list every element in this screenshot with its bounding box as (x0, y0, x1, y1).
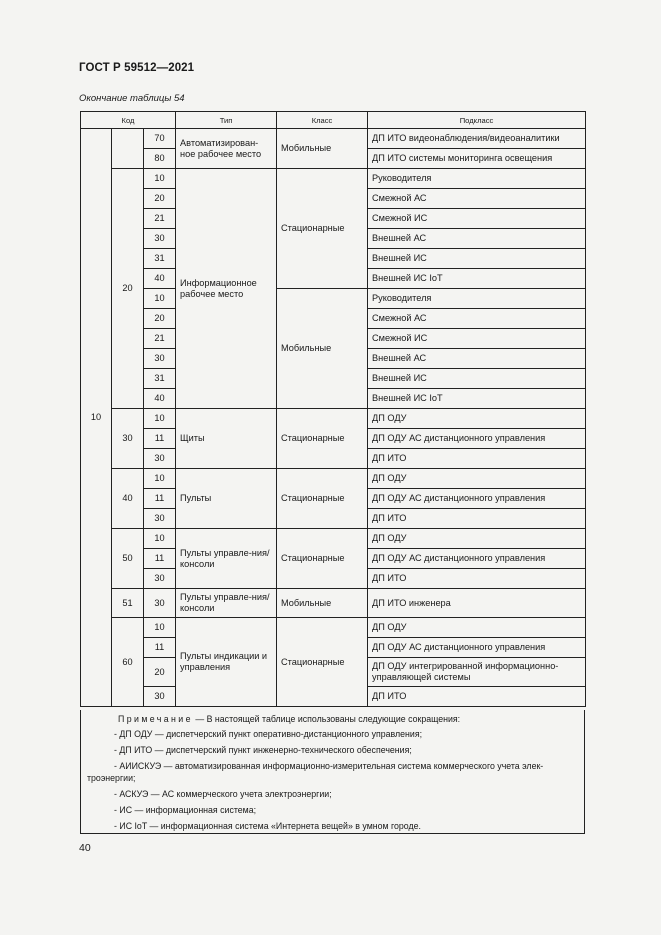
subclass-cell: Внешней ИС IoT (368, 389, 586, 409)
note-line: - ДП ИТО — диспетчерский пункт инженерно-технического обеспечения; (114, 745, 412, 755)
type-cell: Пульты управле-ния/консоли (176, 529, 277, 589)
code-level-3: 20 (144, 658, 176, 687)
code-level-2: 20 (112, 169, 144, 409)
code-level-2: 30 (112, 409, 144, 469)
code-level-3: 30 (144, 589, 176, 618)
code-level-3: 80 (144, 149, 176, 169)
code-level-2-empty (112, 129, 144, 169)
subclass-cell: ДП ОДУ АС дистанционного управления (368, 429, 586, 449)
subclass-cell: ДП ОДУ (368, 529, 586, 549)
type-cell: Информационное рабочее место (176, 169, 277, 409)
code-level-3: 11 (144, 549, 176, 569)
subclass-cell: Внешней ИС IoT (368, 269, 586, 289)
header-subclass: Подкласс (368, 112, 586, 129)
class-cell: Мобильные (277, 129, 368, 169)
subclass-cell: Внешней ИС (368, 369, 586, 389)
code-level-3: 21 (144, 209, 176, 229)
document-header: ГОСТ Р 59512—2021 (79, 62, 195, 74)
code-level-3: 11 (144, 638, 176, 658)
subclass-cell: ДП ОДУ интегрированной информационно-управляющей системы (368, 658, 586, 687)
code-level-2: 60 (112, 618, 144, 707)
subclass-cell: ДП ОДУ (368, 409, 586, 429)
subclass-cell: Смежной АС (368, 189, 586, 209)
code-level-3: 10 (144, 529, 176, 549)
note-intro (118, 713, 460, 725)
class-cell: Стационарные (277, 169, 368, 289)
table-caption: Окончание таблицы 54 (79, 93, 185, 104)
subclass-cell: ДП ИТО (368, 687, 586, 707)
type-cell: Пульты управле-ния/консоли (176, 589, 277, 618)
subclass-cell: Внешней ИС (368, 249, 586, 269)
class-cell: Стационарные (277, 469, 368, 529)
code-level-2: 40 (112, 469, 144, 529)
class-cell: Стационарные (277, 618, 368, 707)
classification-table (80, 111, 586, 707)
code-level-3: 30 (144, 569, 176, 589)
class-cell: Мобильные (277, 289, 368, 409)
class-cell: Стационарные (277, 409, 368, 469)
subclass-cell: ДП ИТО инженера (368, 589, 586, 618)
note-line: - ИС — информационная система; (114, 805, 257, 815)
header-class: Класс (277, 112, 368, 129)
type-cell: Щиты (176, 409, 277, 469)
code-level-2: 51 (112, 589, 144, 618)
header-type: Тип (176, 112, 277, 129)
type-cell: Автоматизирован-ное рабочее место (176, 129, 277, 169)
code-level-3: 70 (144, 129, 176, 149)
subclass-cell: ДП ОДУ АС дистанционного управления (368, 638, 586, 658)
subclass-cell: ДП ИТО системы мониторинга освещения (368, 149, 586, 169)
code-level-2: 50 (112, 529, 144, 589)
note-line: троэнергии; (87, 773, 136, 783)
header-code: Код (81, 112, 176, 129)
note-line: - ДП ОДУ — диспетчерский пункт оперативно-дистанционного управления; (114, 729, 423, 739)
class-cell: Мобильные (277, 589, 368, 618)
code-level-3: 30 (144, 687, 176, 707)
code-level-3: 10 (144, 409, 176, 429)
code-level-3: 20 (144, 189, 176, 209)
note-line: - АИИСКУЭ — автоматизированная информационно-измерительная система коммерческого учета элек- (114, 761, 544, 771)
subclass-cell: ДП ИТО видеонаблюдения/видеоаналитики (368, 129, 586, 149)
code-level-3: 30 (144, 509, 176, 529)
table-note (80, 710, 585, 834)
code-level-3: 20 (144, 309, 176, 329)
subclass-cell: Руководителя (368, 169, 586, 189)
page-number: 40 (79, 842, 91, 854)
subclass-cell: Руководителя (368, 289, 586, 309)
code-level-3: 30 (144, 349, 176, 369)
code-level-3: 31 (144, 249, 176, 269)
code-level-3: 11 (144, 429, 176, 449)
subclass-cell: Смежной ИС (368, 329, 586, 349)
type-cell: Пульты (176, 469, 277, 529)
code-level-3: 10 (144, 469, 176, 489)
code-level-3: 10 (144, 289, 176, 309)
subclass-cell: ДП ОДУ (368, 618, 586, 638)
subclass-cell: ДП ИТО (368, 509, 586, 529)
note-line: - АСКУЭ — АС коммерческого учета электроэнергии; (114, 789, 332, 799)
subclass-cell: ДП ИТО (368, 569, 586, 589)
note-intro-text: — В настоящей таблице использованы следующие сокращения: (192, 714, 461, 724)
subclass-cell: ДП ИТО (368, 449, 586, 469)
code-level-1: 10 (81, 129, 112, 707)
note-line: - ИС IoT — информационная система «Интернета вещей» в умном городе. (114, 821, 421, 831)
code-level-3: 21 (144, 329, 176, 349)
code-level-3: 11 (144, 489, 176, 509)
subclass-cell: ДП ОДУ АС дистанционного управления (368, 489, 586, 509)
code-level-3: 31 (144, 369, 176, 389)
code-level-3: 30 (144, 229, 176, 249)
subclass-cell: ДП ОДУ (368, 469, 586, 489)
subclass-cell: ДП ОДУ АС дистанционного управления (368, 549, 586, 569)
note-label: Примечание (118, 714, 193, 724)
subclass-cell: Смежной ИС (368, 209, 586, 229)
subclass-cell: Смежной АС (368, 309, 586, 329)
class-cell: Стационарные (277, 529, 368, 589)
code-level-3: 40 (144, 269, 176, 289)
code-level-3: 30 (144, 449, 176, 469)
subclass-cell: Внешней АС (368, 229, 586, 249)
type-cell: Пульты индикации и управления (176, 618, 277, 707)
code-level-3: 40 (144, 389, 176, 409)
code-level-3: 10 (144, 618, 176, 638)
code-level-3: 10 (144, 169, 176, 189)
subclass-cell: Внешней АС (368, 349, 586, 369)
